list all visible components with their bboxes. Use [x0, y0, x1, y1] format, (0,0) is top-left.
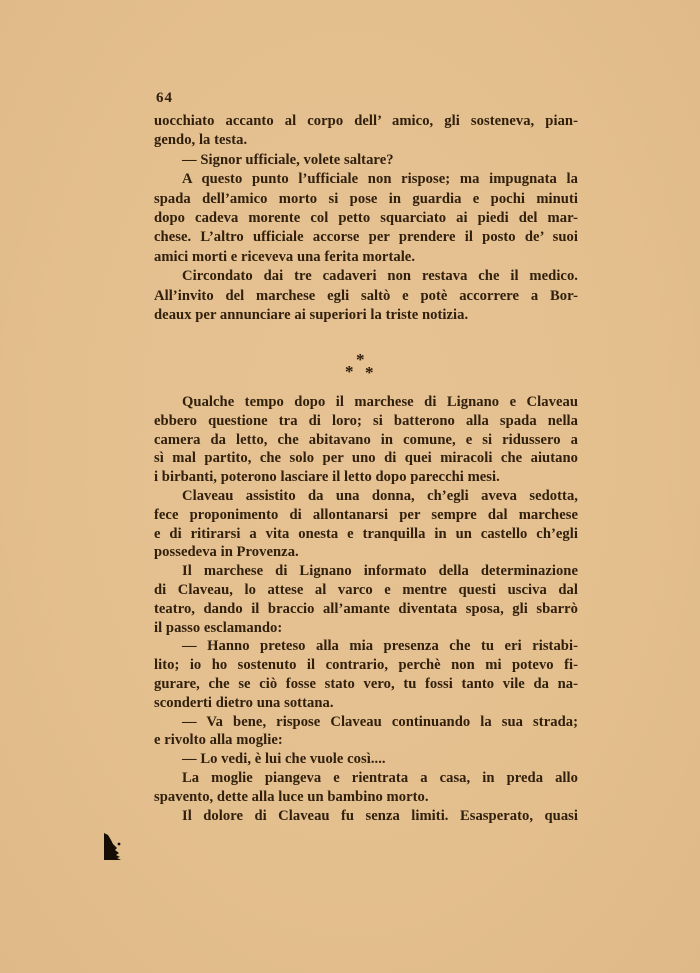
text-line: amici morti e riceveva una ferita mortale. [154, 248, 416, 265]
text-line: fece proponimento di allontanarsi per sempre dal marchese [154, 506, 578, 523]
text-line: Claveau assistito da una donna, ch’egli aveva sedotta, [182, 487, 578, 504]
page-number: 64 [156, 90, 173, 106]
asterisk-icon: * [365, 363, 374, 382]
text-line: lito; io ho sostenuto il contrario, perchè non mi potevo fi- [154, 657, 578, 674]
text-line: uocchiato accanto al corpo dell’ amico, gli sosteneva, pian- [154, 113, 578, 129]
text-line: i birbanti, poterono lasciare il letto dopo parecchi mesi. [154, 469, 500, 486]
text-line: dopo cadeva morente col petto squarciato ai piedi del mar- [154, 210, 578, 227]
text-line: di Claveau, lo attese al varco e mentre questi usciva dal [154, 581, 578, 598]
text-line: Il dolore di Claveau fu senza limiti. Esasperato, quasi [182, 807, 578, 824]
text-line: Il marchese di Lignano informato della determinazione [182, 563, 578, 580]
text-line: teatro, dando il braccio all’amante diventata sposa, gli sbarrò [154, 600, 578, 617]
text-line: chese. L’altro ufficiale accorse per prendere il posto de’ suoi [154, 229, 578, 246]
asterisk-icon: * [356, 350, 365, 369]
text-line: — Signor ufficiale, volete saltare? [182, 151, 394, 168]
text-line: La moglie piangeva e rientrata a casa, in preda allo [182, 769, 578, 786]
text-line: ebbero questione tra di loro; si batterono alla spada nella [154, 412, 578, 429]
asterisk-icon: * [345, 362, 354, 381]
text-line: sì mal partito, che solo per uno di quei miracoli che aiutano [154, 450, 578, 467]
text-line: gendo, la testa. [154, 132, 248, 149]
text-line: e di ritirarsi a vita onesta e tranquilla in un castello ch’egli [154, 525, 578, 542]
asterism-separator [154, 352, 578, 390]
ink-blot-artifact [104, 833, 128, 861]
text-line: — Hanno preteso alla mia presenza che tu eri ristabi- [182, 638, 578, 655]
text-section-top [154, 112, 578, 325]
text-section-bottom [154, 393, 578, 825]
text-line: possedeva in Provenza. [154, 544, 299, 561]
text-line: deaux per annunciare ai superiori la triste notizia. [154, 307, 469, 324]
text-line: A questo punto l’ufficiale non rispose; ma impugnata la [182, 171, 578, 188]
text-line: Circondato dai tre cadaveri non restava che il medico. [182, 268, 578, 285]
text-line: spavento, dette alla luce un bambino morto. [154, 788, 429, 805]
text-line: gurare, che se ciò fosse stato vero, tu fossi tanto vile da na- [154, 675, 578, 692]
text-line: il passo esclamando: [154, 619, 283, 636]
text-line: All’invito del marchese egli saltò e potè accorrere a Bor- [154, 287, 578, 304]
text-line: — Lo vedi, è lui che vuole così.... [182, 751, 386, 768]
text-line: — Va bene, rispose Claveau continuando la sua strada; [182, 713, 578, 730]
text-line: Qualche tempo dopo il marchese di Lignano e Claveau [182, 394, 578, 410]
text-line: e rivolto alla moglie: [154, 732, 283, 749]
text-line: sconderti dietro una sottana. [154, 694, 334, 711]
text-line: spada dell’amico morto si pose in guardia e pochi minuti [154, 190, 578, 207]
text-line: camera da letto, che abitavano in comune, e si ridussero a [154, 431, 578, 448]
